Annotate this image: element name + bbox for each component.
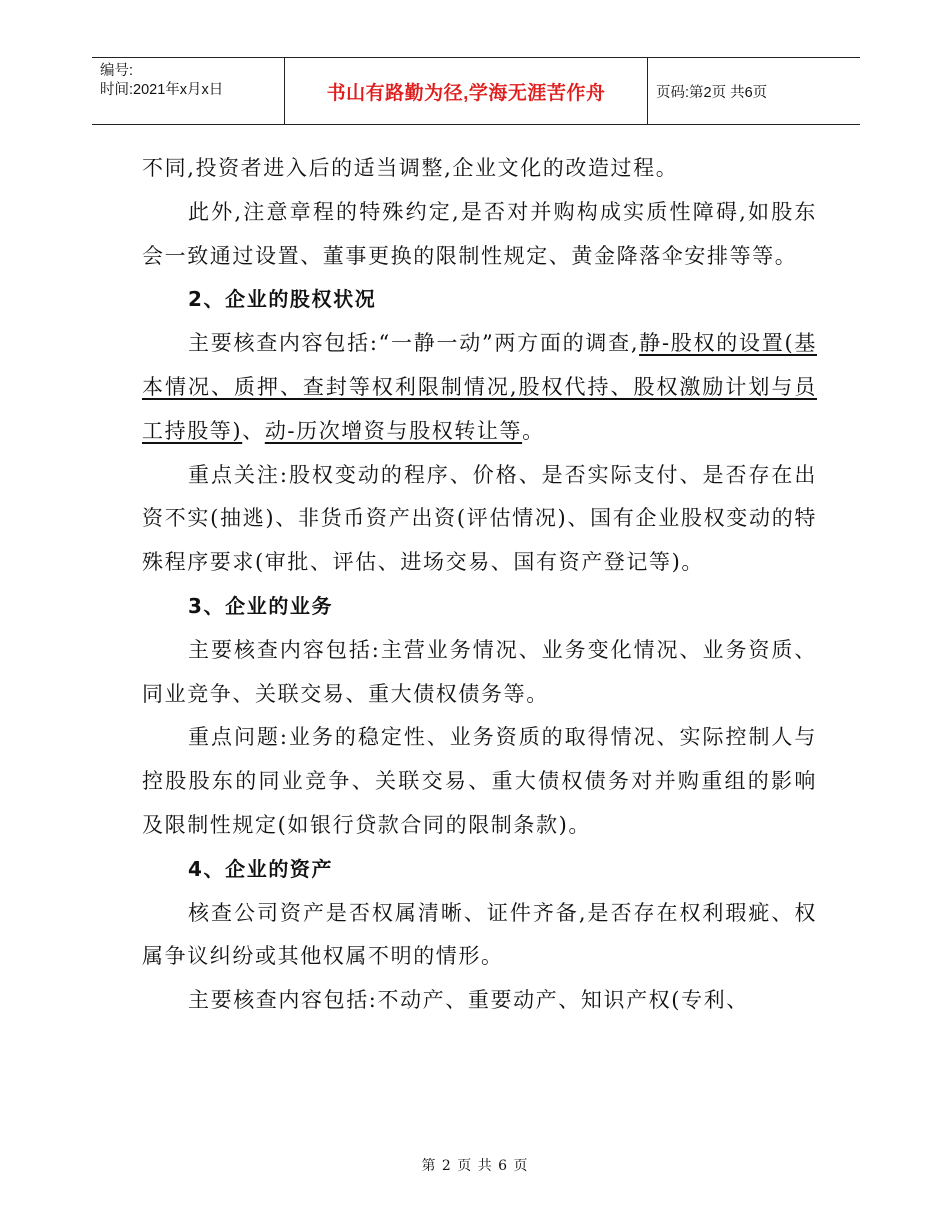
section-heading: 3、企业的业务 — [188, 593, 334, 618]
underlined-text: 静-股权的设置(基本情况、质押、查封等权利限制情况,股权代持、股权激励计划与员工持股等) — [142, 331, 817, 443]
header-page-number: 页码:第2页 共6页 — [656, 84, 768, 101]
paragraph — [142, 322, 817, 453]
header-info — [92, 58, 284, 124]
paragraph: 重点关注:股权变动的程序、价格、是否实际支付、是否存在出资不实(抽逃)、非货币资产出资(评估情况)、国有企业股权变动的特殊程序要求(审批、评估、进场交易、国有资产登记等)。 — [142, 462, 817, 575]
page-header — [92, 57, 860, 125]
text-run: 。 — [522, 418, 545, 443]
paragraph: 核查公司资产是否权属清晰、证件齐备,是否存在权利瑕疵、权属争议纠纷或其他权属不明的情形。 — [142, 900, 817, 969]
time-label: 时间:2021年x月x日 — [100, 82, 224, 98]
number-label: 编号: — [100, 63, 134, 79]
section-heading: 2、企业的股权状况 — [188, 287, 377, 312]
paragraph: 主要核查内容包括:主营业务情况、业务变化情况、业务资质、同业竞争、关联交易、重大债权债务等。 — [142, 637, 817, 706]
document-body — [142, 147, 817, 1023]
paragraph: 此外,注意章程的特殊约定,是否对并购构成实质性障碍,如股东会一致通过设置、董事更换的限制性规定、黄金降落伞安排等等。 — [142, 199, 817, 268]
paragraph: 重点问题:业务的稳定性、业务资质的取得情况、实际控制人与控股股东的同业竞争、关联交易、重大债权债务对并购重组的影响及限制性规定(如银行贷款合同的限制条款)。 — [142, 725, 817, 837]
header-motto: 书山有路勤为径,学海无涯苦作舟 — [284, 58, 648, 124]
section-heading: 4、企业的资产 — [188, 856, 334, 881]
paragraph: 不同,投资者进入后的适当调整,企业文化的改造过程。 — [142, 156, 679, 180]
text-run: 、 — [242, 418, 265, 443]
text-run: 主要核查内容包括:“一静一动”两方面的调查, — [188, 331, 640, 356]
paragraph: 主要核查内容包括:不动产、重要动产、知识产权(专利、 — [188, 988, 749, 1013]
underlined-text: 动-历次增资与股权转让等 — [264, 418, 523, 443]
page-footer: 第 2 页 共 6 页 — [421, 1158, 529, 1174]
